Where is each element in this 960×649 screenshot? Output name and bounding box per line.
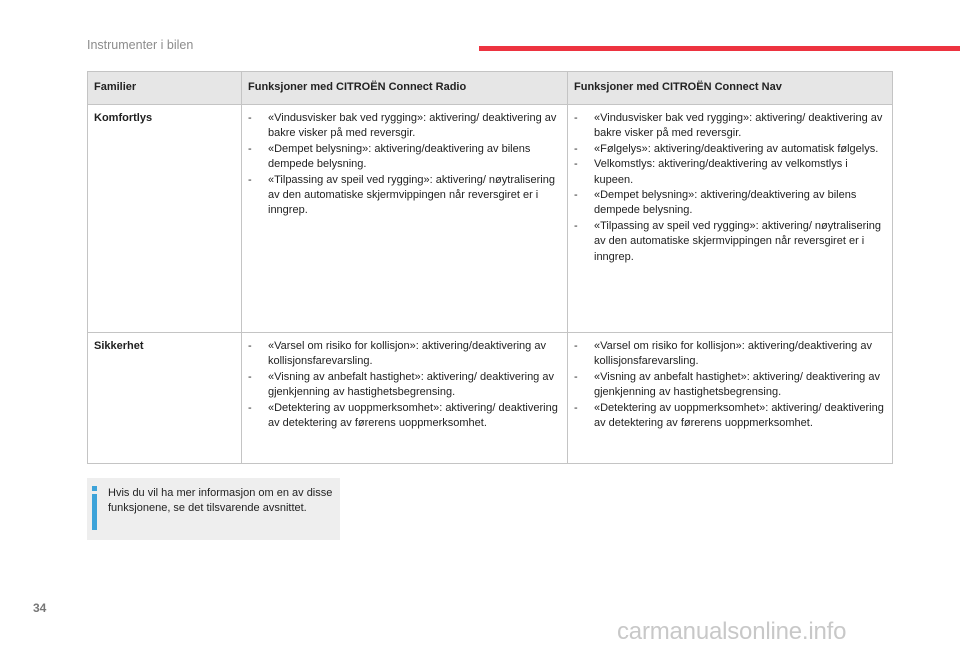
list-item: - Velkomstlys: aktivering/deaktivering av velkomstlys i kupeen. [574, 157, 886, 188]
list-item: - «Varsel om risiko for kollisjon»: aktivering/deaktivering av kollisjonsfarevarsling. [574, 339, 886, 370]
info-note-text: Hvis du vil ha mer informasjon om en av disse funksjonene, se det tilsvarende avsnittet. [108, 487, 333, 515]
page-number: 34 [33, 601, 47, 615]
list-item: - «Dempet belysning»: aktivering/deaktivering av bilens dempede belysning. [248, 142, 561, 173]
table-row [88, 105, 893, 333]
category-cell: Sikkerhet [88, 333, 242, 464]
list-item: - «Vindusvisker bak ved rygging»: aktivering/ deaktivering av bakre visker på med reversgir. [574, 111, 886, 142]
list-item: - «Tilpassing av speil ved rygging»: aktivering/ nøytralisering av den automatiske skjermvippingen når reversgiret er i inngrep. [574, 219, 886, 265]
radio-functions-cell [242, 333, 568, 464]
list-item: - «Dempet belysning»: aktivering/deaktivering av bilens dempede belysning. [574, 188, 886, 219]
function-list [574, 339, 886, 431]
function-list [248, 111, 561, 219]
list-item: - «Vindusvisker bak ved rygging»: aktivering/ deaktivering av bakre visker på med reversgir. [248, 111, 561, 142]
column-header-connect-nav: Funksjoner med CITROËN Connect Nav [568, 72, 893, 105]
watermark: carmanualsonline.info [617, 618, 847, 645]
nav-functions-cell [568, 105, 893, 333]
list-item: - «Detektering av uoppmerksomhet»: aktivering/ deaktivering av detektering av førerens uoppmerksomhet. [574, 401, 886, 432]
list-item: - «Varsel om risiko for kollisjon»: aktivering/deaktivering av kollisjonsfarevarsling. [248, 339, 561, 370]
radio-functions-cell [242, 105, 568, 333]
header-title: Instrumenter i bilen [87, 38, 194, 52]
list-item: - «Detektering av uoppmerksomhet»: aktivering/ deaktivering av detektering av førerens uoppmerksomhet. [248, 401, 561, 432]
list-item: - «Visning av anbefalt hastighet»: aktivering/ deaktivering av gjenkjenning av hastighetsbegrensing. [248, 370, 561, 401]
table-row [88, 333, 893, 464]
column-header-families: Familier [88, 72, 242, 105]
functions-table [87, 71, 893, 464]
header-accent-bar [479, 46, 960, 51]
category-cell: Komfortlys [88, 105, 242, 333]
nav-functions-cell [568, 333, 893, 464]
info-note [87, 478, 340, 540]
list-item: - «Visning av anbefalt hastighet»: aktivering/ deaktivering av gjenkjenning av hastighetsbegrensing. [574, 370, 886, 401]
info-icon [91, 485, 99, 531]
table-header-row [88, 72, 893, 105]
list-item: - «Følgelys»: aktivering/deaktivering av automatisk følgelys. [574, 142, 886, 157]
function-list [574, 111, 886, 265]
function-list [248, 339, 561, 431]
column-header-connect-radio: Funksjoner med CITROËN Connect Radio [242, 72, 568, 105]
list-item: - «Tilpassing av speil ved rygging»: aktivering/ nøytralisering av den automatiske skjermvippingen når reversgiret er i inngrep. [248, 173, 561, 219]
